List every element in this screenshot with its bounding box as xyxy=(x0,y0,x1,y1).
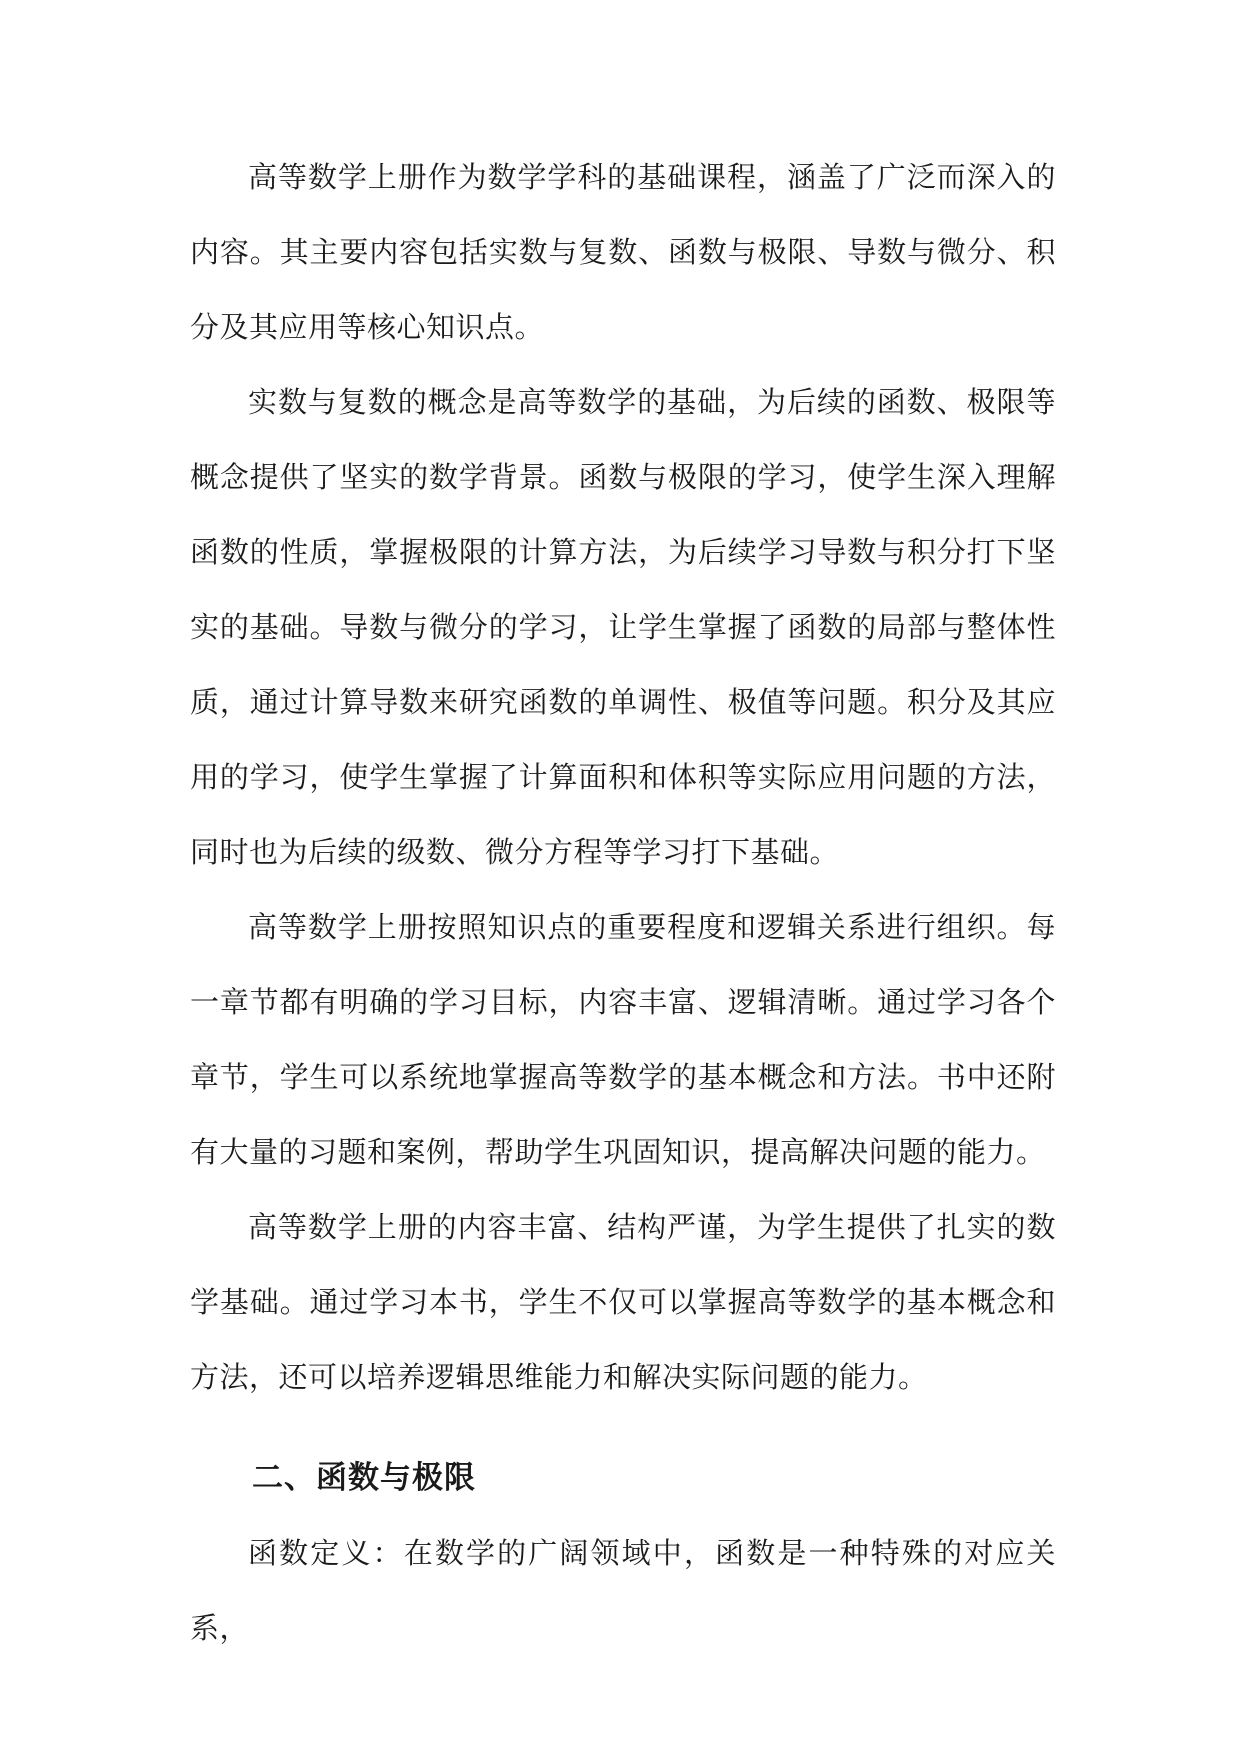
paragraph-intro: 高等数学上册作为数学学科的基础课程，涵盖了广泛而深入的内容。其主要内容包括实数与复数、函数与极限、导数与微分、积分及其应用等核心知识点。 xyxy=(190,160,1056,344)
section-heading: 二、函数与极限 xyxy=(252,1460,476,1496)
paragraph-organization: 高等数学上册按照知识点的重要程度和逻辑关系进行组织。每一章节都有明确的学习目标，内容丰富、逻辑清晰。通过学习各个章节，学生可以系统地掌握高等数学的基本概念和方法。书中还附有大量的习题和案例，帮助学生巩固知识，提高解决问题的能力。 xyxy=(190,910,1056,1169)
paragraph-summary: 高等数学上册的内容丰富、结构严谨，为学生提供了扎实的数学基础。通过学习本书，学生不仅可以掌握高等数学的基本概念和方法，还可以培养逻辑思维能力和解决实际问题的能力。 xyxy=(190,1210,1056,1394)
document-body xyxy=(190,140,1056,1666)
paragraph-function-definition: 函数定义：在数学的广阔领域中，函数是一种特殊的对应关系， xyxy=(190,1536,1056,1645)
paragraph-concepts: 实数与复数的概念是高等数学的基础，为后续的函数、极限等概念提供了坚实的数学背景。函数与极限的学习，使学生深入理解函数的性质，掌握极限的计算方法，为后续学习导数与积分打下坚实的基础。导数与微分的学习，让学生掌握了函数的局部与整体性质，通过计算导数来研究函数的单调性、极值等问题。积分及其应用的学习，使学生掌握了计算面积和体积等实际应用问题的方法，同时也为后续的级数、微分方程等学习打下基础。 xyxy=(190,385,1056,869)
